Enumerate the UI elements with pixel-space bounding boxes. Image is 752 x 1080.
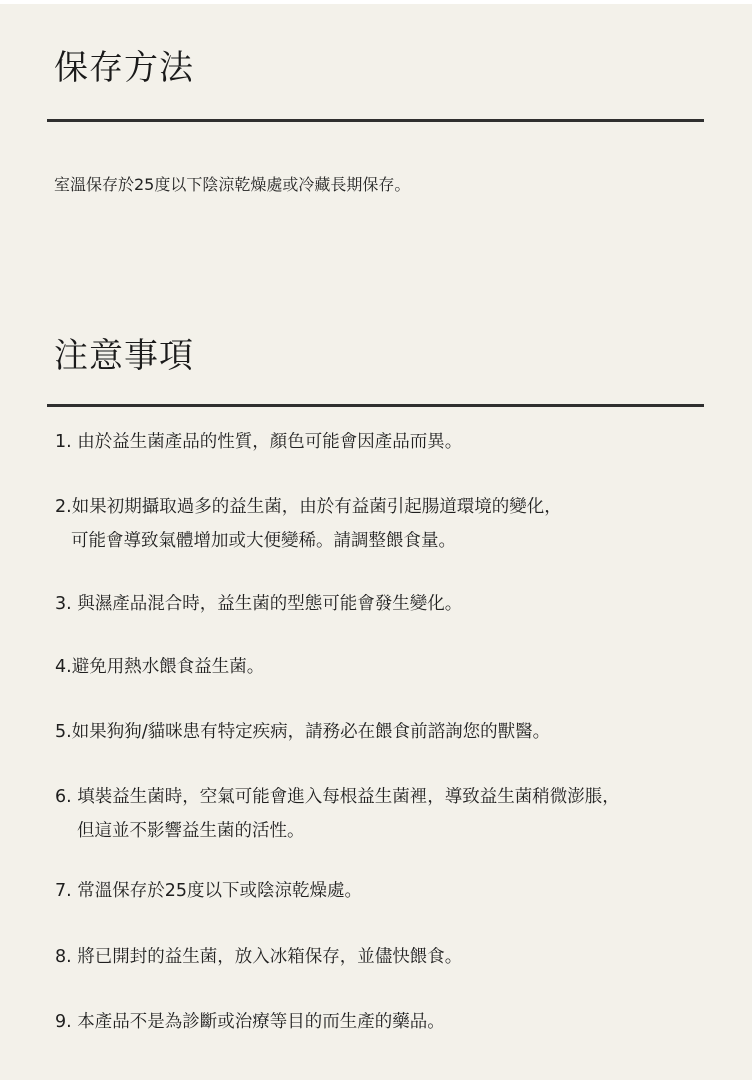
notes-title: 注意事項: [54, 336, 194, 376]
note-item-4: [55, 650, 264, 684]
note-item-6-text: 6. 填裝益生菌時，空氣可能會進入每根益生菌裡，導致益生菌稍微澎脹，: [55, 787, 620, 807]
note-item-1-text: 1. 由於益生菌產品的性質，顏色可能會因產品而異。: [55, 432, 463, 452]
storage-title: 保存方法: [54, 48, 194, 88]
note-item-3-text: 3. 與濕產品混合時，益生菌的型態可能會發生變化。: [55, 594, 463, 614]
note-item-8-text: 8. 將已開封的益生菌，放入冰箱保存，並儘快餵食。: [55, 947, 463, 967]
note-item-6: [55, 780, 620, 848]
note-item-5: [55, 715, 550, 749]
note-item-2: [55, 490, 562, 558]
note-item-9: [55, 1005, 445, 1039]
notes-divider: [47, 404, 704, 407]
note-item-4-text: 4.避免用熱水餵食益生菌。: [55, 657, 265, 677]
note-item-5-text: 5.如果狗狗/貓咪患有特定疾病，請務必在餵食前諮詢您的獸醫。: [55, 722, 551, 742]
note-item-8: [55, 940, 462, 974]
note-item-6-continuation: 但這並不影響益生菌的活性。: [77, 821, 305, 841]
note-item-7: [55, 874, 362, 908]
note-item-7-text: 7. 常溫保存於25度以下或陰涼乾燥處。: [55, 881, 363, 901]
note-item-3: [55, 587, 462, 621]
note-item-1: [55, 425, 462, 459]
top-strip: [0, 0, 752, 4]
note-item-2-continuation: 可能會導致氣體增加或大便變稀。請調整餵食量。: [71, 531, 456, 551]
note-item-9-text: 9. 本產品不是為診斷或治療等目的而生產的藥品。: [55, 1012, 445, 1032]
storage-text: 室溫保存於25度以下陰涼乾燥處或冷藏長期保存。: [54, 175, 411, 194]
storage-divider: [47, 119, 704, 122]
note-item-2-text: 2.如果初期攝取過多的益生菌，由於有益菌引起腸道環境的變化，: [55, 497, 562, 517]
